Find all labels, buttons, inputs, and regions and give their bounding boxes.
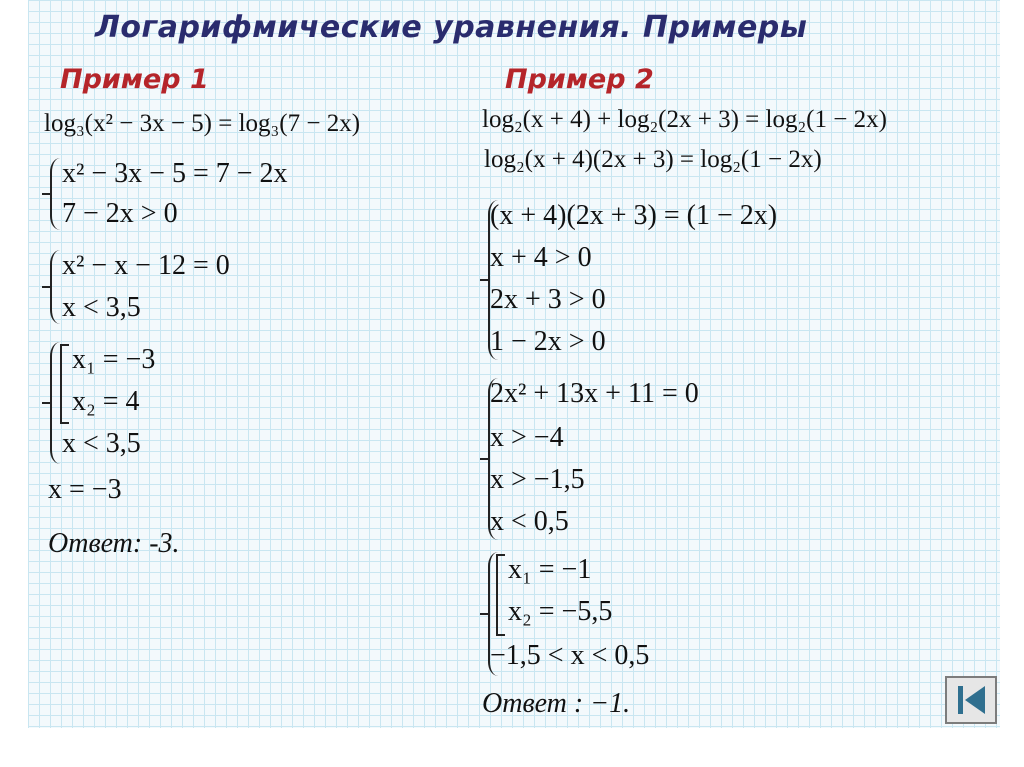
example1-roots-bracket (60, 344, 69, 424)
example2-system1-line2: x + 4 > 0 (490, 242, 592, 273)
example1-system1-line2: 7 − 2x > 0 (62, 198, 178, 229)
example2-root1: x₁ = −1 (508, 554, 592, 585)
example2-condition: −1,5 < x < 0,5 (490, 640, 650, 671)
example1-system1-brace (50, 158, 62, 230)
example2-answer: Ответ : −1. (482, 688, 631, 719)
slide-title: Логарифмические уравнения. Примеры (95, 10, 808, 45)
example1-system2-brace (50, 250, 62, 324)
example2-roots-bracket (496, 554, 505, 636)
example2-equation: log₂(x + 4) + log₂(2x + 3) = log₂(1 − 2x) (482, 106, 887, 133)
example1-system2-line1: x² − x − 12 = 0 (62, 250, 230, 281)
example2-system1-line4: 1 − 2x > 0 (490, 326, 606, 357)
example1-root2: x₂ = 4 (72, 386, 140, 417)
example2-system2-line3: x > −1,5 (490, 464, 585, 495)
example1-condition: x < 3,5 (62, 428, 141, 459)
example2-system1-line1: (x + 4)(2x + 3) = (1 − 2x) (490, 200, 778, 231)
example2-system2-line1: 2x² + 13x + 11 = 0 (490, 378, 699, 409)
example2-heading: Пример 2 (505, 64, 654, 95)
example1-answer: Ответ: -3. (48, 528, 180, 559)
example2-system2-line4: x < 0,5 (490, 506, 569, 537)
example1-system2-line2: x < 3,5 (62, 292, 141, 323)
example2-system1-line3: 2x + 3 > 0 (490, 284, 606, 315)
example1-result: x = −3 (48, 474, 122, 505)
example1-system1-line1: x² − 3x − 5 = 7 − 2x (62, 158, 288, 189)
first-slide-button[interactable] (945, 676, 997, 724)
example1-heading: Пример 1 (60, 64, 209, 95)
first-slide-icon (947, 678, 995, 722)
example2-system2-line2: x > −4 (490, 422, 564, 453)
example1-equation: log₃(x² − 3x − 5) = log₃(7 − 2x) (44, 110, 361, 137)
example1-root1: x₁ = −3 (72, 344, 156, 375)
example2-equation2: log₂(x + 4)(2x + 3) = log₂(1 − 2x) (484, 146, 822, 173)
example2-root2: x₂ = −5,5 (508, 596, 613, 627)
